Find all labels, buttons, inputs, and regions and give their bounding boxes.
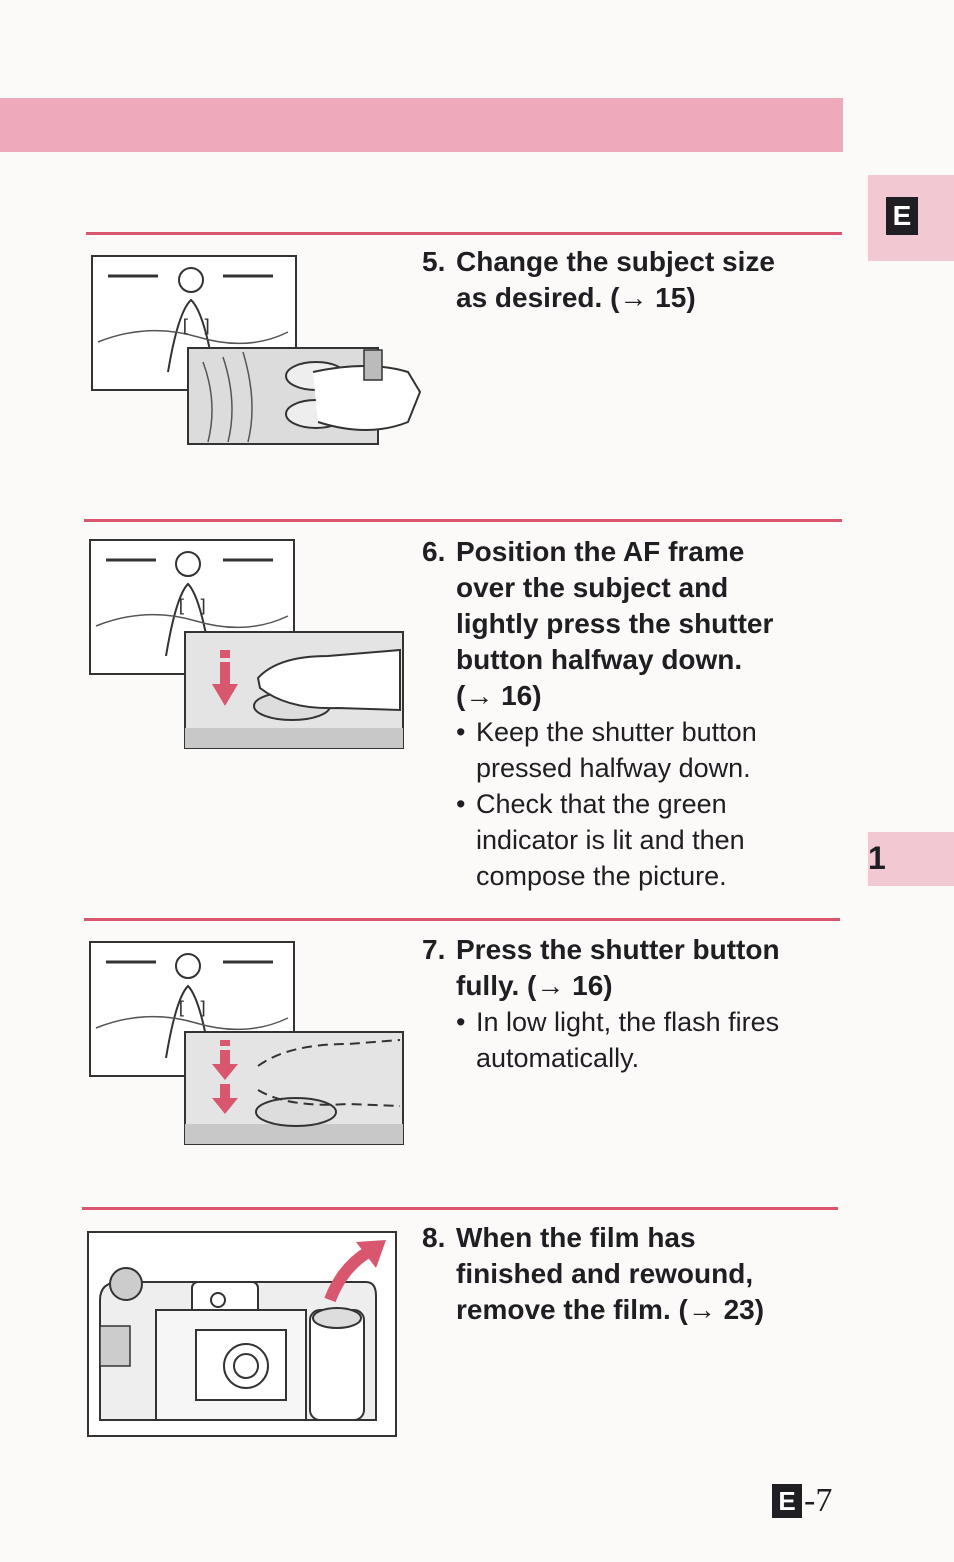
chapter-tab-label: 1 — [868, 840, 886, 876]
bullet-dot-icon: • — [456, 789, 466, 819]
svg-text:[ ]: [ ] — [176, 596, 209, 617]
bullet-text-line: Check that the green — [476, 789, 727, 819]
step-6 — [422, 534, 842, 894]
page-number-label: -7 — [804, 1482, 833, 1519]
zoom-illustration — [88, 252, 428, 448]
page-section-label: E — [772, 1484, 802, 1518]
step-7 — [422, 932, 842, 1076]
step-text-line: button halfway down. — [456, 644, 743, 675]
step-8 — [422, 1220, 842, 1328]
step-text-line: over the subject and — [456, 572, 729, 603]
bullet-item — [456, 1004, 842, 1076]
bullet-text-line: automatically. — [476, 1043, 640, 1073]
half-press-illustration — [88, 538, 406, 752]
section-tab-label: E — [886, 197, 918, 235]
bullet-text-line: compose the picture. — [476, 861, 727, 891]
full-press-illustration — [88, 940, 406, 1148]
step-text-line: Press the shutter button — [456, 934, 780, 965]
step-5 — [422, 244, 842, 316]
step-text-line: Change the subject size — [456, 246, 775, 277]
step-text-line: fully. (→ 16) — [456, 970, 613, 1001]
step-heading — [422, 244, 842, 316]
svg-text:[ ]: [ ] — [180, 316, 213, 337]
section-tab — [868, 175, 954, 261]
bullet-dot-icon: • — [456, 717, 466, 747]
divider — [84, 519, 842, 522]
remove-film-illustration — [86, 1230, 400, 1440]
step-text-line: Position the AF frame — [456, 536, 745, 567]
step-heading — [422, 1220, 842, 1328]
divider — [86, 232, 842, 235]
bullet-text-line: pressed halfway down. — [476, 753, 751, 783]
step-number: 8. — [422, 1222, 446, 1253]
step-text-line: finished and rewound, — [456, 1258, 754, 1289]
header-band — [0, 98, 843, 152]
svg-text:[ ]: [ ] — [176, 998, 209, 1019]
bullet-item — [456, 786, 842, 894]
step-text-line: lightly press the shutter — [456, 608, 774, 639]
step-heading — [422, 534, 842, 714]
bullet-item — [456, 714, 842, 786]
step-text-line: (→ 16) — [456, 680, 542, 711]
chapter-tab — [868, 832, 954, 886]
step-text-line: When the film has — [456, 1222, 696, 1253]
step-text-line: remove the film. (→ 23) — [456, 1294, 765, 1325]
step-number: 7. — [422, 934, 446, 965]
divider — [82, 1207, 838, 1210]
step-number: 6. — [422, 536, 446, 567]
divider — [84, 918, 840, 921]
step-heading — [422, 932, 842, 1004]
step-text-line: as desired. (→ 15) — [456, 282, 696, 313]
bullet-text-line: indicator is lit and then — [476, 825, 745, 855]
page-number — [772, 1482, 832, 1520]
bullet-text-line: In low light, the flash fires — [476, 1007, 780, 1037]
step-number: 5. — [422, 246, 446, 277]
bullet-dot-icon: • — [456, 1007, 466, 1037]
bullet-text-line: Keep the shutter button — [476, 717, 757, 747]
